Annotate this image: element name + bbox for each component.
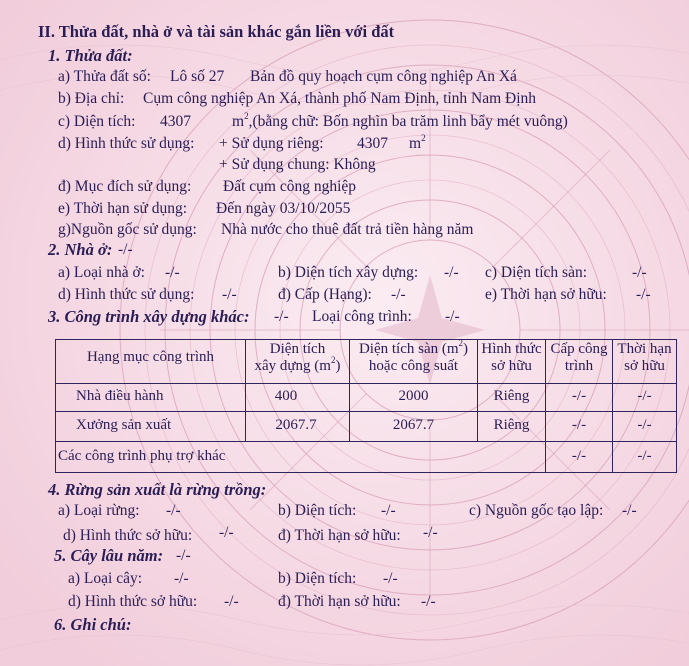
land-term-value: Đến ngày 03/10/2055 bbox=[216, 200, 351, 217]
house-grade-label: đ) Cấp (Hạng): bbox=[278, 286, 372, 303]
table-row-1-floor-area: 2000 bbox=[398, 388, 429, 404]
notes-heading: 6. Ghi chú: bbox=[54, 615, 132, 634]
table-row-2-item: Xưởng sản xuất bbox=[76, 417, 172, 433]
house-usage-form-label: d) Hình thức sử dụng: bbox=[58, 286, 195, 303]
land-purpose-label: đ) Mục đích sử dụng: bbox=[58, 178, 192, 195]
forest-type-value: -/- bbox=[166, 502, 181, 519]
house-floor-area-label: c) Diện tích sàn: bbox=[485, 264, 588, 281]
land-term-label: e) Thời hạn sử dụng: bbox=[58, 200, 188, 217]
forest-area-label: b) Diện tích: bbox=[278, 502, 357, 519]
construction-heading-value: -/- bbox=[274, 308, 289, 325]
house-heading: 2. Nhà ở: bbox=[48, 240, 113, 259]
perennial-type-value: -/- bbox=[174, 570, 189, 587]
land-origin-label: g)Nguồn gốc sử dụng: bbox=[58, 221, 197, 238]
table-header-item: Hạng mục công trình bbox=[86, 349, 215, 365]
house-build-area-value: -/- bbox=[444, 264, 459, 281]
forest-type-label: a) Loại rừng: bbox=[58, 502, 140, 519]
perennial-ownership-term-label: đ) Thời hạn sở hữu: bbox=[278, 593, 401, 610]
land-purpose-value: Đất cụm công nghiệp bbox=[223, 178, 357, 195]
perennial-ownership-term-value: -/- bbox=[421, 593, 436, 610]
house-type-label: a) Loại nhà ở: bbox=[58, 264, 145, 281]
table-row-2-term: -/- bbox=[637, 417, 652, 433]
construction-type-value: -/- bbox=[445, 308, 460, 325]
land-origin-value: Nhà nước cho thuê đất trả tiền hàng năm bbox=[221, 221, 474, 238]
land-heading: 1. Thửa đất: bbox=[48, 46, 133, 65]
house-usage-form-value: -/- bbox=[222, 286, 237, 303]
land-area-label: c) Diện tích: bbox=[58, 113, 136, 130]
land-address-value: Cụm công nghiệp An Xá, thành phố Nam Định, tỉnh Nam Định bbox=[143, 90, 537, 107]
construction-heading: 3. Công trình xây dựng khác: bbox=[48, 307, 250, 326]
land-area-words: ,(bằng chữ: Bốn nghìn ba trăm linh bẩy mét vuông) bbox=[248, 113, 568, 130]
table-header-floor-area: Diện tích sàn $(m^2)$ hoặc công suất bbox=[358, 338, 469, 374]
table-aux-row-term: -/- bbox=[637, 448, 652, 464]
house-grade-value: -/- bbox=[391, 286, 406, 303]
table-row-2-build-area: 2067.7 bbox=[275, 417, 317, 433]
land-parcel-value: Lô số 27 bbox=[170, 68, 225, 85]
land-address-label: b) Địa chỉ: bbox=[58, 90, 125, 107]
land-usage-form-label: d) Hình thức sử dụng: bbox=[58, 135, 195, 152]
house-ownership-term-label: e) Thời hạn sở hữu: bbox=[485, 286, 607, 303]
forest-ownership-form-value: -/- bbox=[219, 524, 234, 541]
house-floor-area-value: -/- bbox=[632, 264, 647, 281]
forest-origin-label: c) Nguồn gốc tạo lập: bbox=[469, 502, 604, 519]
forest-area-value: -/- bbox=[381, 502, 396, 519]
table-row-2-grade: -/- bbox=[571, 417, 587, 433]
table-aux-row-grade: -/- bbox=[571, 448, 587, 464]
table-row-1-item: Nhà điều hành bbox=[76, 388, 164, 404]
land-area-unit: $m^2,(bằng$ chữ: Bốn nghìn ba trăm linh bẩy mét vuông) bbox=[232, 111, 568, 130]
perennial-ownership-form-label: d) Hình thức sở hữu: bbox=[68, 593, 198, 610]
construction-type-label: Loại công trình: bbox=[312, 308, 412, 325]
land-private-use-label: + Sử dụng riêng: bbox=[219, 135, 324, 152]
table-row-1-grade: -/- bbox=[571, 388, 587, 404]
table-header-term: Thời hạn sở hữu bbox=[617, 341, 672, 374]
land-private-use-unit: $m^2$ bbox=[409, 133, 426, 152]
land-area-value: 4307 bbox=[160, 113, 191, 130]
forest-ownership-term-value: -/- bbox=[423, 524, 438, 541]
land-private-use-value: 4307 bbox=[357, 135, 388, 152]
table-row-2-floor-area: 2067.7 bbox=[392, 417, 435, 433]
perennial-heading: 5. Cây lâu năm: bbox=[54, 546, 164, 565]
perennial-heading-value: -/- bbox=[176, 547, 191, 564]
table-header-ownership: Hình thức sở hữu bbox=[481, 341, 542, 374]
house-heading-value: -/- bbox=[118, 241, 133, 258]
land-map-value: Bản đồ quy hoạch cụm công nghiệp An Xá bbox=[250, 68, 517, 85]
table-header-build-area: Diện tích xây dựng $(m^2)$ bbox=[254, 341, 341, 374]
perennial-area-value: -/- bbox=[383, 570, 398, 587]
table-row-1-build-area: 400 bbox=[274, 388, 298, 404]
table-row-1-ownership: Riêng bbox=[493, 388, 530, 404]
house-build-area-label: b) Diện tích xây dựng: bbox=[278, 264, 419, 281]
table-row-2-ownership: Riêng bbox=[493, 417, 530, 433]
perennial-type-label: a) Loại cây: bbox=[68, 570, 143, 587]
perennial-area-label: b) Diện tích: bbox=[278, 570, 357, 587]
table-header-grade: Cấp công trình bbox=[550, 341, 608, 374]
perennial-ownership-form-value: -/- bbox=[224, 593, 239, 610]
table-row-1-term: -/- bbox=[637, 388, 652, 404]
house-ownership-term-value: -/- bbox=[636, 286, 651, 303]
house-type-value: -/- bbox=[165, 264, 180, 281]
land-parcel-label: a) Thửa đất số: bbox=[58, 68, 151, 85]
forest-ownership-term-label: đ) Thời hạn sở hữu: bbox=[278, 527, 401, 544]
land-common-use: + Sử dụng chung: Không bbox=[219, 156, 376, 173]
forest-ownership-form-label: d) Hình thức sở hữu: bbox=[63, 527, 193, 544]
forest-origin-value: -/- bbox=[622, 502, 637, 519]
table-aux-row-item: Các công trình phụ trợ khác bbox=[58, 448, 226, 464]
section-title: II. Thửa đất, nhà ở và tài sản khác gắn liền với đất bbox=[38, 22, 395, 41]
forest-heading: 4. Rừng sản xuất là rừng trồng: bbox=[48, 480, 267, 499]
